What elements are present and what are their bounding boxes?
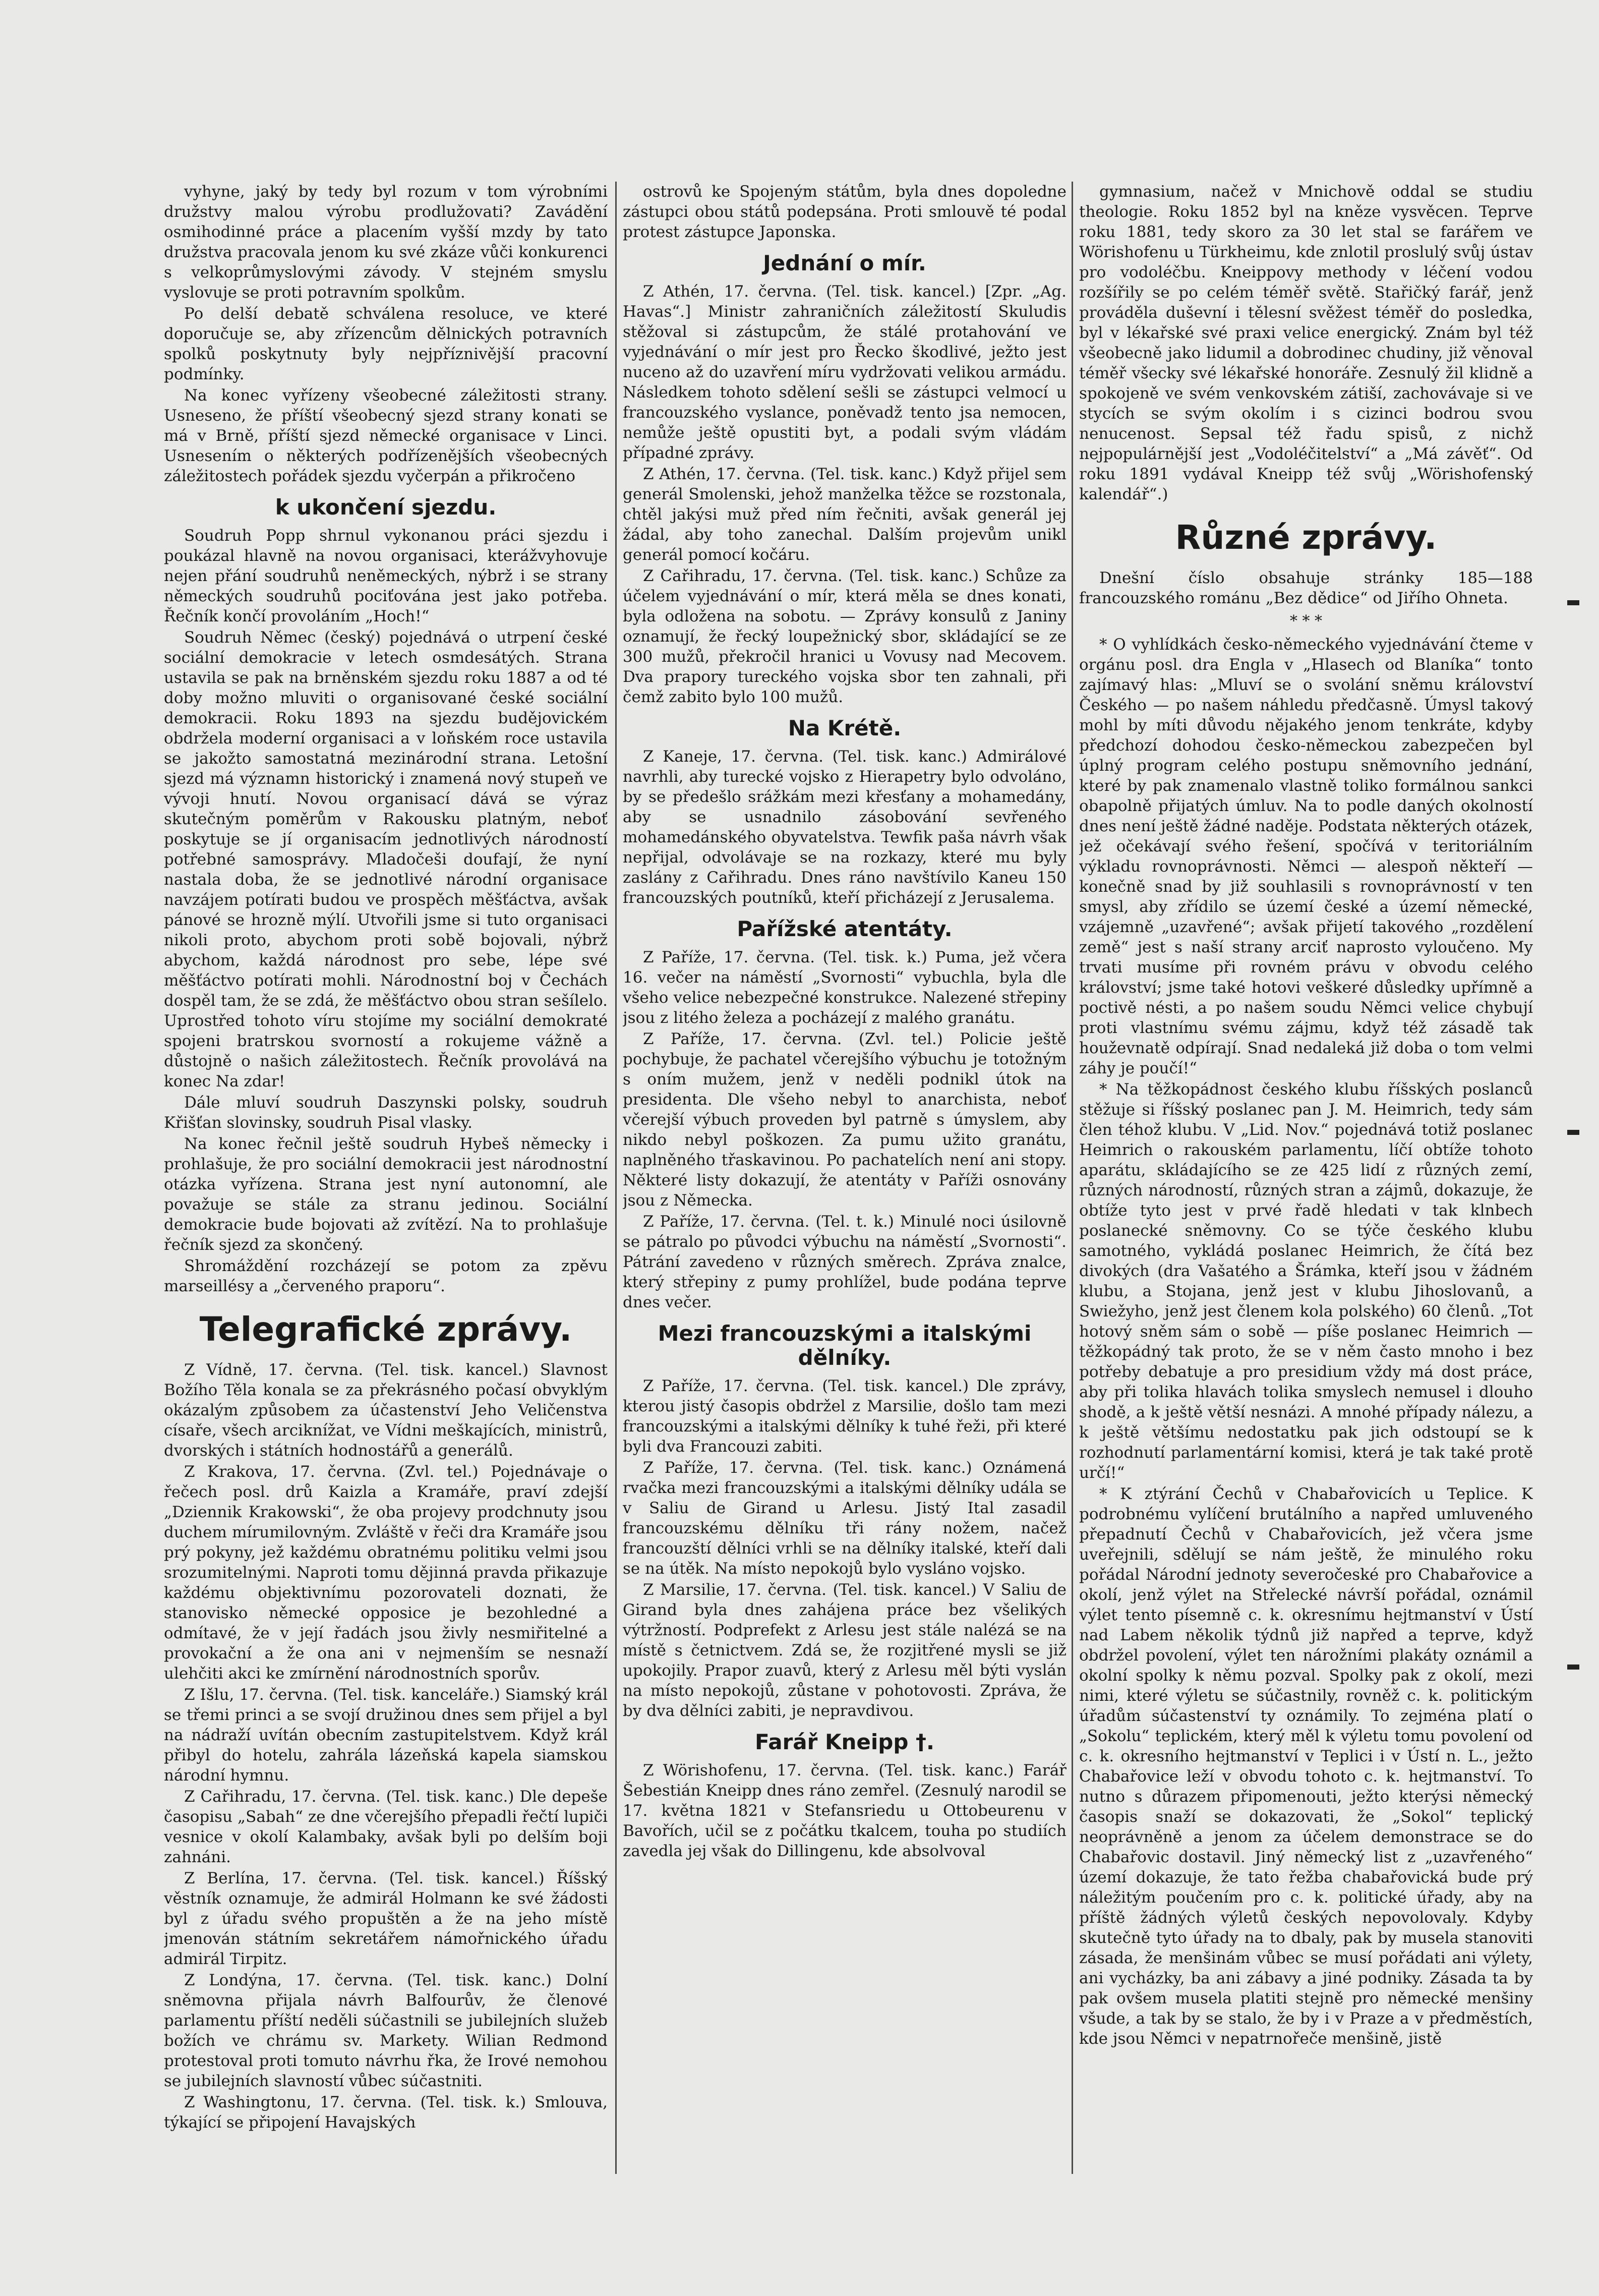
news-item: Z Washingtonu, 17. června. (Tel. tisk. k.) Smlouva, týkající se připojení Havajských <box>164 2093 608 2132</box>
news-item: * Na těžkopádnost českého klubu říšských poslanců stěžuje si říšský poslanec pan J. M. Heimrich, tedy sám člen téhož klubu. V „Lid. Nov.“ pojednává totiž poslanec Heimrich o rakouském parlamentu, líčí obtíže tohoto aparátu, skládajícího se ze 425 lidí z různých zemí, různých národností, různých stran a zájmů, dokazuje, že obtíže tyto jest v prvé řadě hledati v tak klnbech poslanecké sněmovny. Co se týče českého klubu samotného, vykládá poslanec Heimrich, že čítá bez divokých (dra Vašatého a Šrámka, kteří jsou v žádném klubu, a Stojana, jenž jest v klubu Jihoslovanů, a Swiežyho, jenž jest členem kola polského) 60 členů. „Tot hotový sněm sám o sobě — píše poslanec Heimrich — těžkopádný tak proto, že se v něm často mnoho i bez potřeby debatuje a pro presidium vždy má dost práce, aby při tolika hlavách tolika smyslech nemusel i dlouho shodě, a k ještě větší nesnázi. A mnohé případy nálezu, a k ještě většímu nedostatku pak jich odstoupí se k rozhodnutí parlamentární komisi, která je tak také protě určí!“ <box>1079 1080 1533 1482</box>
paragraph: vyhyne, jaký by tedy byl rozum v tom výrobními družstvy malou výrobu prodlužovati? Zavádění osmihodinné práce a placením vyšší mzdy by tato družstva pracovala jenom ku své zkáze vůči konkurenci s velkoprůmyslovými závody. V stejném smyslu vyslovuje se proti potravním spolkům. <box>164 183 608 302</box>
news-item: Z Paříže, 17. června. (Tel. tisk. kancel.) Dle zprávy, kterou jistý časopis obdržel z Marsilie, došlo tam mezi francouzskými a italskými dělníky k tuhé řeži, při které byli dva Francouzi zabiti. <box>623 1377 1067 1456</box>
paragraph: Na konec řečnil ještě soudruh Hybeš německy i prohlašuje, že pro sociální demokracii jest národnostní otázka vyřízena. Strana jest nyní autonomní, ale považuje se stále za stranu jedinou. Sociální demokracie bude bojovati až zvítězí. Na to prohlašuje řečník sjezd za skončený. <box>164 1135 608 1254</box>
edge-mark <box>1567 1664 1579 1670</box>
news-item: Z Cařihradu, 17. června. (Tel. tisk. kanc.) Schůze za účelem vyjednávání o mír, která měla se dnes konati, byla odložena na sobotu. — Zprávy konsulů z Janiny oznamují, že řecký loupežnický sbor, skládající se ze 300 mužů, překročil hranici u Vovusy nad Mecovem. Dva prapory tureckého vojska sbor ten zahnali, při čemž zabito bylo 100 mužů. <box>623 567 1067 706</box>
news-item: Z Paříže, 17. června. (Tel. tisk. k.) Puma, jež včera 16. večer na náměstí „Svornosti“ vybuchla, byla dle všeho velice nebezpečné konstrukce. Nalezené střepiny jsou z litého železa a pocházejí z malého granátu. <box>623 948 1067 1027</box>
section-heading: Mezi francouzskými a italskými dělníky. <box>658 1321 1032 1370</box>
paragraph: ostrovů ke Spojeným státům, byla dnes dopoledne zástupci obou států podepsána. Proti smlouvě té podal protest zástupce Japonska. <box>623 183 1067 241</box>
section-heading: Různé zprávy. <box>1175 518 1437 557</box>
section-heading: Telegrafické zprávy. <box>199 1310 572 1349</box>
column-rule <box>1072 182 1073 2174</box>
section-heading: Farář Kneipp †. <box>755 1730 934 1754</box>
section-heading: Na Krétě. <box>788 716 902 740</box>
separator-stars: * * * <box>1289 612 1323 630</box>
news-item: Z Vídně, 17. června. (Tel. tisk. kancel.) Slavnost Božího Těla konala se za překrásného počasí obvyklým okázalým způsobem za účastenství Jeho Veličenstva císaře, všech arciknížat, ve Vídni meškajících, ministrů, dvorských i státních hodnostářů a generálů. <box>164 1361 608 1460</box>
paragraph: Na konec vyřízeny všeobecné záležitosti strany. Usneseno, že příští všeobecný sjezd strany konati se má v Brně, příští sjezd německé organisace v Linci. Usnesením o některých podřízenějších všeobecných záležitostech pořádek sjezdu vyčerpán a přikročeno <box>164 386 608 485</box>
paragraph: Dále mluví soudruh Daszynski polsky, soudruh Křišťan slovinsky, soudruh Pisal vlasky. <box>164 1094 608 1132</box>
news-item: Z Paříže, 17. června. (Zvl. tel.) Policie ještě pochybuje, že pachatel včerejšího výbuchu je totožným s oním mužem, jenž v neděli podnikl útok na presidenta. Dle všeho nebyl to anarchista, neboť včerejší výbuch proveden byl patrně s úmyslem, aby nikdo nebyl poškozen. Za pumu užito granátu, naplněného třaskavinou. Po pachatelích není ani stopy. Některé listy dokazují, že atentáty v Paříži osnovány jsou z Německa. <box>623 1030 1067 1210</box>
news-item: Z Athén, 17. června. (Tel. tisk. kanc.) Když přijel sem generál Smolenski, jehož manželka těžce se rozstonala, chtěl jakýsi muž před ním řečniti, avšak generál jej žádal, aby toho zanechal. Dalším projevům unikl generál pomocí kočáru. <box>623 465 1067 564</box>
column-rule <box>615 182 617 2174</box>
news-item: Z Marsilie, 17. června. (Tel. tisk. kancel.) V Saliu de Girand byla dnes zahájena práce bez všelikých výtržností. Podprefekt z Arlesu jest stále nalézá se na místě s četnictvem. Zdá se, že rozjitřené mysli se již upokojily. Prapor zuavů, který z Arlesu měl býti vyslán na místo nepokojů, zůstane v pohotovosti. Zpráva, že by dva dělníci zabiti, je nepravdivou. <box>623 1581 1067 1720</box>
news-item: * K ztýrání Čechů v Chabařovicích u Teplice. K podrobnému vylíčení brutálního a napřed umluveného přepadnutí Čechů v Chabařovicích, jež včera jsme uveřejnili, sdělují se nám ještě, že minulého roku pořádal Národní jednoty severočeské pro Chabařovice a okolí, jenž výlet na Střelecké návrší pořádal, oznámil výlet tento písemně c. k. okresnímu hejtmanství v Ústí nad Labem několik týdnů již napřed a teprve, když obdržel povolení, výlet ten nárožními plakáty oznámil a okolní spolky k němu pozval. Spolky pak z okolí, mezi nimi, které výletu se súčastnily, rovněž c. k. politickým úřadům súčastenství ty oznámily. To zejména platí o „Sokolu“ teplickém, který měl k výletu tomu povolení od c. k. okresního hejtmanství v Teplici i v Ústí n. L., ježto Chabařovice leží v obvodu tohoto c. k. hejtmanství. To nutno s důrazem připomenouti, ježto kterýsi německý časopis snaží se dokazovati, že „Sokol“ teplický neoprávněně a jenom za účelem demonstrace se do Chabařovic dostavil. Jiný německý list z „uzavřeného“ území dokazuje, že tato řežba chabařovická bude prý náležitým poučením pro c. k. politické úřady, aby na příště žádných výletů českých nepovolovaly. Kdyby skutečně tyto úřady na to dbaly, pak by musela stanoviti zásada, že menšinám vůbec se musí pořádati ani výlety, ani vycházky, ba ani zábavy a jiné podniky. Zásada ta by pak ovšem musela platiti stejně pro německé menšiny všude, a tak by se stalo, že by i v Praze a v předměstích, kde jsou Němci v nepatrnořeče menšině, jistě <box>1079 1485 1533 2048</box>
news-item: Z Paříže, 17. června. (Tel. t. k.) Minulé noci úsilovně se pátralo po původci výbuchu na náměstí „Svornosti“. Pátrání zavedeno v různých směrech. Zpráva znalce, který střepiny z pumy prohlížel, bude podána teprve dnes večer. <box>623 1213 1067 1311</box>
paragraph: Po delší debatě schválena resoluce, ve které doporučuje se, aby zřízencům dělnických potravních spolků poskytnuty byly nejpříznivější pracovní podmínky. <box>164 305 608 383</box>
news-item: Z Kaneje, 17. června. (Tel. tisk. kanc.) Admirálové navrhli, aby turecké vojsko z Hierapetry bylo odvoláno, by se předešlo srážkám mezi křesťany a mohamedány, aby se usnadnilo zásobování sevřeného mohamedánského obyvatelstva. Tewfik paša návrh však nepřijal, odvolávaje se na rozkazy, které mu byly zaslány z Cařihradu. Dnes ráno navštívilo Kaneu 150 francouzských poutníků, kteří přicházejí z Jerusalema. <box>623 748 1067 907</box>
paragraph: Soudruh Popp shrnul vykonanou práci sjezdu i poukázal hlavně na novou organisaci, kterážvyhovuje nejen přání soudruhů neněmeckých, nýbrž i se strany německých soudruhů pociťována jest jako potřeba. Řečník končí provoláním „Hoch!“ <box>164 527 608 625</box>
news-item: Z Athén, 17. června. (Tel. tisk. kancel.) [Zpr. „Ag. Havas“.] Ministr zahraničních záležitostí Skuludis stěžoval si zástupcům, že stálé protahování ve vyjednávání o mír jest pro Řecko škodlivé, ježto jest nuceno až do uzavření míru vydržovati velikou armádu. Následkem tohoto sdělení sešli se zástupci velmocí u francouzského vyslance, poněvadž tento jsa nemocen, nemůže ještě opustiti byt, a podali svým vládám případné zprávy. <box>623 282 1067 462</box>
news-item: * O vyhlídkách česko-německého vyjednávání čteme v orgánu posl. dra Engla v „Hlasech od Blaníka“ tonto zajímavý hlas: „Mluví se o svolání sněmu království Českého — po našem náhledu předčasně. Úmysl takový mohl by míti důvodu nějakého jenom tenkráte, kdyby předchozí dohodou česko-německou zabezpečen byl úplný program celého postupu sněmovního jednání, které by pak znamenalo vlastně toliko formálnou sankci obapolně přijatých úmluv. Na to podle daných okolností dnes není ještě žádné naděje. Podstata některých otázek, jež očekávají svého řešení, spočívá v teritoriálním výkladu rovnoprávnosti. Němci — alespoň někteří — konečně snad by již souhlasili s rovnoprávností v ten smysl, aby zřídilo se území české a území německé, vzájemně „uzavřené“; avšak přijetí takového „rozdělení země“ jest s naší strany arciť naprosto vyloučeno. My trvati musíme při rovném právu v obvodu celého království; jsme také hotovi veškeré důsledky upřímně a poctivě nésti, a po našem soudu Němci velice chybují proti vlastnímu svému zájmu, když též zásadě tak houževnatě odpírají. Snad nedaleká již doba o tom velmi záhy je poučí!“ <box>1079 636 1533 1077</box>
edge-mark <box>1567 600 1579 605</box>
edge-mark <box>1567 1130 1579 1135</box>
column-3 <box>1079 182 1533 2280</box>
paragraph: Soudruh Němec (český) pojednává o utrpení české sociální demokracie v letech osmdesátých. Strana ustavila se pak na brněnském sjezdu roku 1887 a od té doby možno mluviti o organisované české sociální demokracii. Roku 1893 na sjezdu budějovickém obdržela moderní organisaci a v loňském roce ustavila se jakožto samostatná mezinárodní strana. Letošní sjezd má významn historický i znamená nový stupeň ve vývoji hnutí. Novou organisací dává se výraz skutečným poměrům v Rakousku platným, neboť poskytuje se jí organisacím jednotlivých národností potřebné samosprávy. Mladočeši doufají, že nyní nastala doba, že se jednotlivé národní organisace navzájem potírati budou ve prospěch měšťáctva, avšak pánové se hrozně mýlí. Utvořili jsme si tuto organisaci nikoli proto, abychom proti sobě bojovali, nýbrž abychom, každá národnost pro sebe, lépe své měšťáctvo potírati mohli. Národnostní boj v Čechách dospěl tam, že se zdá, že měšťáctvo obou stran sešílelo. Uprostřed tohoto víru stojíme my sociální demokraté spojeni bratrskou svorností a rokujeme vážně a důstojně o našich záležitostech. Řečník provolává na konec Na zdar! <box>164 628 608 1090</box>
section-heading: k ukončení sjezdu. <box>275 495 497 520</box>
news-item: Z Išlu, 17. června. (Tel. tisk. kanceláře.) Siamský král se třemi princi a se svojí družinou dnes sem přijel a byl na nádraží uvítán obecním zastupitelstvem. Když král přibyl do hotelu, zahrála lázeňská kapela siamskou národní hymnu. <box>164 1686 608 1785</box>
news-item: Z Cařihradu, 17. června. (Tel. tisk. kanc.) Dle depeše časopisu „Sabah“ ze dne včerejšího přepadli řečtí lupiči vesnice v okolí Kalambaky, avšak byli po delším boji zahnáni. <box>164 1788 608 1866</box>
paragraph: gymnasium, načež v Mnichově oddal se studiu theologie. Roku 1852 byl na kněze vysvěcen. Teprve roku 1881, tedy skoro za 30 let stal se farářem ve Wörishofenu u Türkheimu, kde znlotil proslulý svůj ústav pro vodoléčbu. Kneippovy methody v léčení vodou rozšířily se po celém téměř světě. Stařičký farář, jenž prováděla duševní i tělesní svěžest téměř do posledka, byl v lékařské své praxi velice energický. Znám byl též všeobecně jako lidumil a dobrodinec chudiny, již věnoval téměř všecky své lékařské honoráře. Zesnulý žil klidně a spokojeně ve svém venkovském zátiší, zachovávaje si ve stycích se svým okolím i s cizinci bodrou svou nenucenost. Sepsal též řadu spisů, z nichž nejpopulárnější jest „Vodoléčitelství“ a „Má závěť“. Od roku 1891 vydával Kneipp též svůj „Wörishofenský kalendář“.) <box>1079 183 1533 503</box>
column-2 <box>623 182 1067 2280</box>
news-item: Z Wörishofenu, 17. června. (Tel. tisk. kanc.) Farář Šebestián Kneipp dnes ráno zemřel. (Zesnulý narodil se 17. května 1821 v Stefansriedu u Ottobeurenu v Bavořích, učil se z počátku tkalcem, touha po studiích zavedla jej však do Dillingenu, kde absolvoval <box>623 1761 1067 1860</box>
news-item: Z Krakova, 17. června. (Zvl. tel.) Pojednávaje o řečech posl. drů Kaizla a Kramáře, praví zdejší „Dziennik Krakowski“, že oba projevy prodchnuty jsou duchem mírumilovným. Zvláště v řeči dra Kramáře jsou prý pokyny, jež každému obratnému politiku velmi jsou srozumitelnými. Naproti tomu dějinná pravda přikazuje každému objektivnímu pozorovateli doznati, že stanovisko německé opposice je bezohledné a odmítavé, že v její řadách jsou živly nesmiřitelné a provokační a že ona ani v nejmenším se nesnaží ulehčiti akci ke zmírnění národnostních sporův. <box>164 1463 608 1683</box>
paragraph: Dnešní číslo obsahuje stránky 185—188 francouzského románu „Bez dědice“ od Jiřího Ohneta. <box>1079 569 1533 607</box>
column-1 <box>164 182 608 2280</box>
section-heading: Jednání o mír. <box>763 251 926 275</box>
news-item: Z Londýna, 17. června. (Tel. tisk. kanc.) Dolní sněmovna přijala návrh Balfourův, že členové parlamentu příští neděli súčastnili se jubilejních služeb božích ve chrámu sv. Markety. Wilian Redmond protestoval proti tomuto návrhu řka, že Irové nemohou se jubilejních slavností vůbec súčastniti. <box>164 1971 608 2090</box>
section-heading: Pařížské atentáty. <box>737 916 953 941</box>
paragraph: Shromáždění rozcházejí se potom za zpěvu marseillésy a „červeného praporu“. <box>164 1257 608 1295</box>
news-item: Z Paříže, 17. června. (Tel. tisk. kanc.) Oznámená rvačka mezi francouzskými a italskými dělníky udála se v Saliu de Girand u Arlesu. Jistý Ital zasadil francouzskému dělníku tři rány nožem, načež francouzští dělníci vrhli se na dělníky italské, kteří dali se na útěk. Na místo nepokojů bylo vysláno vojsko. <box>623 1459 1067 1578</box>
news-item: Z Berlína, 17. června. (Tel. tisk. kancel.) Říšský věstník oznamuje, že admirál Holmann ke své žádosti byl z úřadu svého propuštěn a že na jeho místě jmenován státním sekretářem námořnického úřadu admirál Tirpitz. <box>164 1869 608 1968</box>
